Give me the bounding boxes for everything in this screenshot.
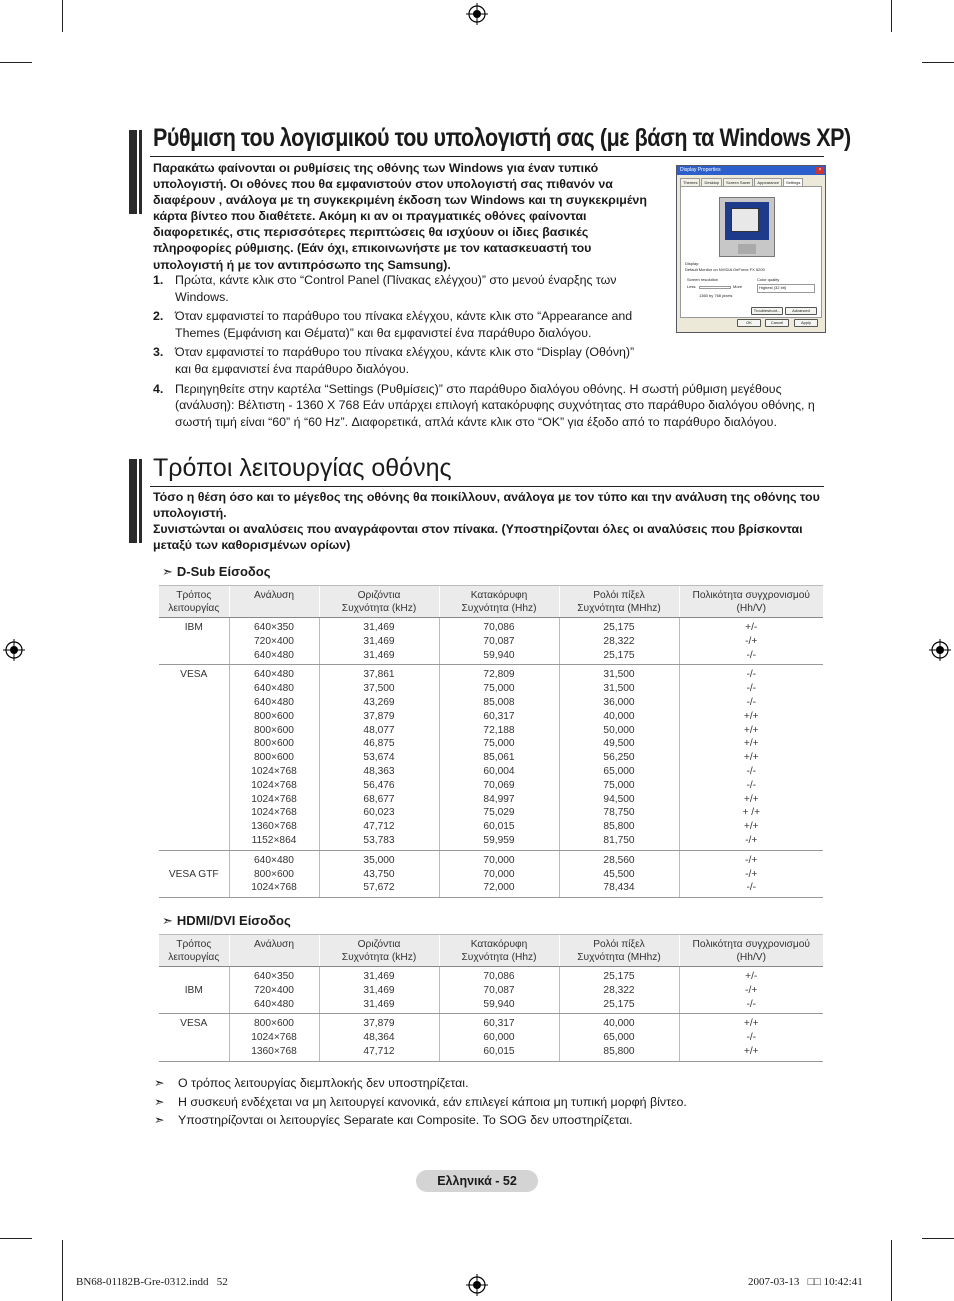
col-polarity: Πολικότητα συγχρονισμού (Hh/V): [679, 935, 823, 967]
apply-button: Apply: [794, 319, 818, 327]
col-pixel-clock: Ρολόι πίξελ Συχνότητα (MHhz): [559, 586, 679, 618]
tab-appearance: Appearance: [754, 178, 782, 186]
mode-cell: VESA GTF: [159, 850, 229, 897]
hdmi-table: [159, 934, 823, 1062]
crop-mark: [0, 1238, 32, 1239]
section-bar: [139, 130, 142, 214]
resolution-slider: [699, 286, 731, 289]
table-row: [159, 1014, 823, 1061]
crop-mark: [62, 0, 63, 32]
table-row: [159, 665, 823, 850]
crop-mark: [0, 62, 32, 63]
ok-button: OK: [737, 319, 761, 327]
dsub-heading: ➣ D-Sub Είσοδος: [162, 564, 271, 579]
mode-cell: VESA: [159, 1014, 229, 1061]
hdmi-heading: ➣ HDMI/DVI Είσοδος: [162, 913, 291, 928]
col-vfreq: Κατακόρυφη Συχνότητα (Hhz): [439, 586, 559, 618]
polarity-cell: +/- -/+ -/-: [679, 618, 823, 665]
more-label: More: [733, 284, 743, 289]
arrow-icon: ➣: [162, 564, 173, 579]
resolution-label: Screen resolution: [687, 277, 719, 282]
monitor-icon: [719, 197, 775, 257]
vfreq-cell: 70,086 70,087 59,940: [439, 967, 559, 1014]
intro-paragraph: Παρακάτω φαίνονται οι ρυθμίσεις της οθόνης των Windows για έναν τυπικό υπολογιστή. Οι οθόνες που θα εμφανιστούν στον υπολογιστή σας πιθανόν να διαφέρουν , ανάλογα με τη συγκεκριμένη έκδοση των Windows και τη συγκεκριμένη κάρτα βίντεο που διαθέτετε. Ακόμη κι αν οι πραγματικές οθόνες φαίνονται διαφορετικές, στις περισσότερες περιπτώσεις θα ισχύουν οι ίδιες βασικές πληροφορίες ρύθμισης. (Εάν όχι, επικοινωνήστε με τον κατασκευαστή του υπολογιστή ή με τον αντιπρόσωπο της Samsung).: [153, 161, 647, 272]
registration-mark-icon: [466, 1274, 488, 1296]
step-item: 3. Όταν εμφανιστεί το παράθυρο του πίνακα ελέγχου, κάντε κλικ στο “Display (Οθόνη)” και θα εμφανιστεί ένα παράθυρο διαλόγου.: [153, 345, 635, 376]
troubleshoot-button: Troubleshoot...: [751, 307, 783, 315]
intro-paragraph: Τόσο η θέση όσο και το μέγεθος της οθόνης θα ποικίλλουν, ανάλογα με τον τύπο και την ανάλυση της οθόνης του υπολογιστή. Συνιστώνται οι αναλύσεις που αναγράφονται στον πίνακα. (Υποστηρίζονται όλες οι αναλύσεις που βρίσκονται μεταξύ των καθορισμένων ορίων): [153, 490, 820, 553]
table-header-row: [159, 935, 823, 967]
mode-cell: VESA: [159, 665, 229, 850]
table-row: [159, 967, 823, 1014]
col-mode: Τρόπος λειτουργίας: [159, 586, 229, 618]
resolution-cell: 800×600 1024×768 1360×768: [229, 1014, 319, 1061]
display-properties-screenshot: [676, 165, 826, 333]
registration-mark-icon: [466, 3, 488, 25]
dialog-tabs: [677, 175, 825, 186]
date-slug: 2007-03-13 □□ 10:42:41: [748, 1276, 863, 1288]
clock-cell: 25,175 28,322 25,175: [559, 967, 679, 1014]
display-label: Display:: [685, 261, 700, 266]
polarity-cell: -/- -/- -/- +/+ +/+ +/+ +/+ -/- -/- +/+ + /+ +/+ -/+: [679, 665, 823, 850]
tab-themes: Themes: [680, 178, 700, 186]
section-title: Τρόποι λειτουργίας οθόνης: [153, 454, 452, 482]
title-rule: [150, 486, 824, 487]
crop-mark: [922, 1238, 954, 1239]
table-row: [159, 618, 823, 665]
clock-cell: 31,500 31,500 36,000 40,000 50,000 49,500 56,250 65,000 75,000 94,500 78,750 85,800 81,750: [559, 665, 679, 850]
dialog-title: Display Properties ×: [677, 166, 825, 175]
step-item: 2. Όταν εμφανιστεί το παράθυρο του πίνακα ελέγχου, κάντε κλικ στο “Appearance and Themes (Εμφάνιση και Θέματα)” και θα εμφανιστεί ένα παράθυρο διαλόγου.: [153, 309, 633, 340]
crop-mark: [891, 0, 892, 32]
less-label: Less: [687, 284, 696, 289]
color-value: Highest (32 bit): [759, 285, 787, 290]
close-icon: ×: [816, 167, 824, 174]
step-item: 4. Περιηγηθείτε στην καρτέλα “Settings (Ρυθμίσεις)” στο παράθυρο διαλόγου οθόνης. Η σωστή ρύθμιση μεγέθους (ανάλυση): Βέλτιστη - 1360 X 768 Εάν υπάρχει επιλογή κατακόρυφης συχνότητας στο παράθυρο διαλόγου οθόνης, η σωστή τιμή είναι “60” ή “60 Hz”. Διαφορετικά, απλά κάντε κλικ στο “OK” για έξοδο από το παράθυρο διαλόγου.: [153, 381, 815, 429]
resolution-value: 1360 by 768 pixels: [699, 293, 733, 298]
advanced-button: Advanced: [785, 307, 817, 315]
arrow-icon: ➣: [162, 913, 173, 928]
crop-mark: [62, 1240, 63, 1301]
title-rule: [150, 156, 824, 157]
hfreq-cell: 37,879 48,364 47,712: [319, 1014, 439, 1061]
registration-mark-icon: [929, 639, 951, 661]
vfreq-cell: 70,000 70,000 72,000: [439, 850, 559, 897]
col-resolution: Ανάλυση: [229, 586, 319, 618]
resolution-cell: 640×480 800×600 1024×768: [229, 850, 319, 897]
crop-mark: [922, 62, 954, 63]
tab-settings: Settings: [783, 178, 803, 186]
col-pixel-clock: Ρολόι πίξελ Συχνότητα (MHhz): [559, 935, 679, 967]
arrow-icon: ➣: [154, 1076, 165, 1090]
mode-cell: IBM: [159, 967, 229, 1014]
col-hfreq: Οριζόντια Συχνότητα (kHz): [319, 935, 439, 967]
dsub-table: [159, 585, 823, 898]
polarity-cell: +/- -/+ -/-: [679, 967, 823, 1014]
hfreq-cell: 37,861 37,500 43,269 37,879 48,077 46,875 53,674 48,363 56,476 68,677 60,023 47,712 53,783: [319, 665, 439, 850]
col-vfreq: Κατακόρυφη Συχνότητα (Hhz): [439, 935, 559, 967]
arrow-icon: ➣: [154, 1095, 165, 1109]
mode-cell: IBM: [159, 618, 229, 665]
col-mode: Τρόπος λειτουργίας: [159, 935, 229, 967]
table-header-row: [159, 586, 823, 618]
section-title: Ρύθμιση του λογισμικού του υπολογιστή σας (με βάση τα Windows XP): [153, 124, 851, 152]
polarity-cell: -/+ -/+ -/-: [679, 850, 823, 897]
resolution-cell: 640×480 640×480 640×480 800×600 800×600 800×600 800×600 1024×768 1024×768 1024×768 1024×768 1360×768 1152×864: [229, 665, 319, 850]
table-row: [159, 850, 823, 897]
vfreq-cell: 60,317 60,000 60,015: [439, 1014, 559, 1061]
tab-desktop: Desktop: [701, 178, 722, 186]
col-resolution: Ανάλυση: [229, 935, 319, 967]
crop-mark: [891, 1240, 892, 1301]
step-item: 1. Πρώτα, κάντε κλικ στο “Control Panel (Πίνακας ελέγχου)” στο μενού έναρξης των Windows.: [153, 273, 617, 304]
settings-pane: [680, 186, 822, 318]
color-label: Color quality: [757, 277, 780, 282]
section-bar: [129, 459, 137, 543]
note-item: ➣ Η συσκευή ενδέχεται να μη λειτουργεί κανονικά, εάν επιλεγεί κάποια μη τυπική μορφή βίντεο.: [154, 1095, 687, 1109]
section-bar: [139, 459, 142, 543]
file-slug: BN68-01182B-Gre-0312.indd 52: [76, 1276, 228, 1288]
hfreq-cell: 31,469 31,469 31,469: [319, 967, 439, 1014]
clock-cell: 28,560 45,500 78,434: [559, 850, 679, 897]
polarity-cell: +/+ -/- +/+: [679, 1014, 823, 1061]
registration-mark-icon: [3, 639, 25, 661]
note-item: ➣ Ο τρόπος λειτουργίας διεμπλοκής δεν υποστηρίζεται.: [154, 1076, 469, 1090]
tab-screen-saver: Screen Saver: [723, 178, 753, 186]
hfreq-cell: 35,000 43,750 57,672: [319, 850, 439, 897]
clock-cell: 25,175 28,322 25,175: [559, 618, 679, 665]
vfreq-cell: 70,086 70,087 59,940: [439, 618, 559, 665]
vfreq-cell: 72,809 75,000 85,008 60,317 72,188 75,000 85,061 60,004 70,069 84,997 75,029 60,015 59,959: [439, 665, 559, 850]
arrow-icon: ➣: [154, 1113, 165, 1127]
cancel-button: Cancel: [765, 319, 789, 327]
section-bar: [129, 130, 137, 214]
hfreq-cell: 31,469 31,469 31,469: [319, 618, 439, 665]
page-number: Ελληνικά - 52: [416, 1170, 538, 1192]
col-polarity: Πολικότητα συγχρονισμού (Hh/V): [679, 586, 823, 618]
resolution-cell: 640×350 720×400 640×480: [229, 967, 319, 1014]
clock-cell: 40,000 65,000 85,800: [559, 1014, 679, 1061]
note-item: ➣ Υποστηρίζονται οι λειτουργίες Separate και Composite. Το SOG δεν υποστηρίζεται.: [154, 1113, 633, 1127]
resolution-cell: 640×350 720×400 640×480: [229, 618, 319, 665]
display-value: Default Monitor on NVIDIA GeForce FX 5200: [685, 267, 765, 272]
col-hfreq: Οριζόντια Συχνότητα (kHz): [319, 586, 439, 618]
